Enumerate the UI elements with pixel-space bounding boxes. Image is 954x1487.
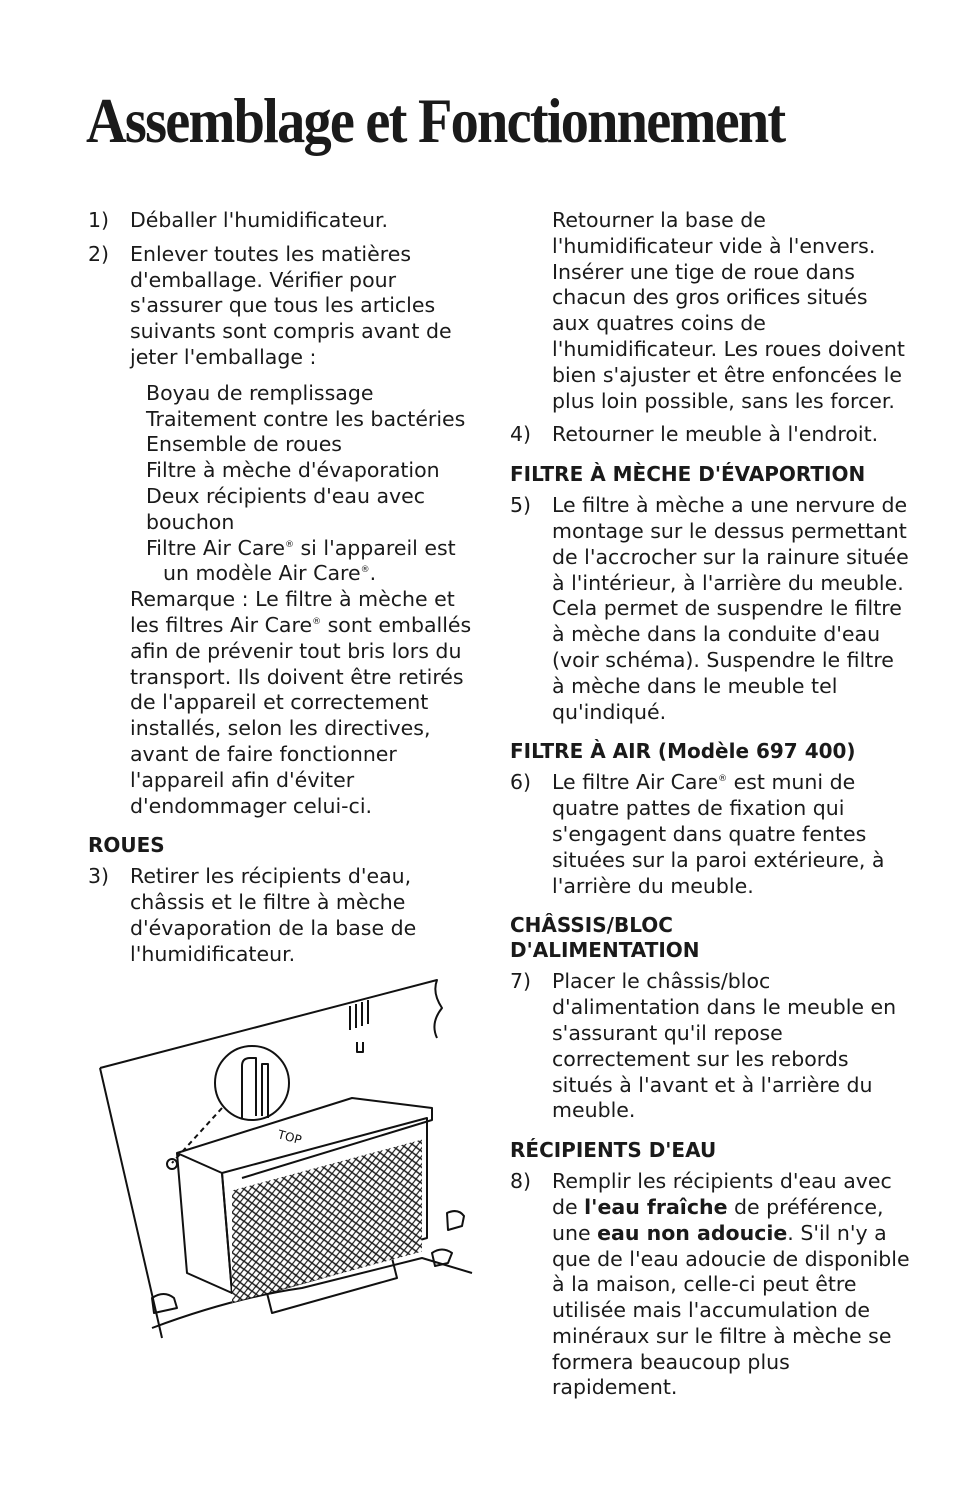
step-1 [88, 208, 480, 234]
text: si l'appareil est [293, 535, 456, 560]
text: Filtre Air Care [146, 535, 285, 560]
step-number: 5) [510, 493, 532, 518]
emphasis-unsoftened-water: eau non adoucie [597, 1220, 788, 1245]
step-text [552, 1169, 910, 1401]
wick-filter-illustration [92, 968, 482, 1348]
section-heading-roues: ROUES [88, 833, 165, 858]
callout-hook [242, 1058, 268, 1118]
filter-side [177, 1153, 232, 1293]
right-column [510, 208, 910, 1401]
heading-line: D'ALIMENTATION [510, 938, 700, 963]
section-heading-air-filter: FILTRE À AIR (Modèle 697 400) [510, 739, 856, 764]
step-5 [510, 493, 910, 725]
text: Remplir les récipients d'eau avec de [552, 1169, 892, 1219]
emphasis-fresh-water: l'eau fraîche [584, 1194, 728, 1219]
left-column [88, 208, 480, 968]
step-7 [510, 969, 910, 1124]
cabinet-back-wall [100, 980, 442, 1068]
step-3 [88, 864, 480, 967]
package-contents-list [146, 381, 480, 587]
step-4 [510, 422, 910, 448]
list-item: Filtre à mèche d'évaporation [146, 458, 440, 483]
step-text: Déballer l'humidificateur. [130, 208, 389, 232]
step-number: 3) [88, 864, 110, 889]
step-text: Placer le châssis/bloc d'alimentation dans le meuble en s'assurant qu'il repose correctement sur les rebords situés à l'avant et à l'arrière du meuble. [552, 969, 897, 1123]
text: un modèle Air Care [163, 561, 361, 586]
text: . S'il n'y a que de l'eau adoucie de disponible à la maison, celle-ci peut être utilisée mais l'accumulation de minéraux sur le filtre à mèche se formera beaucoup plus rapidement. [552, 1220, 910, 1400]
step-number: 2) [88, 241, 110, 266]
text: Le filtre Air Care [552, 770, 719, 795]
text: Remarque : Le filtre à mèche et les filtres Air Care [130, 587, 455, 637]
top-label: TOP [276, 1127, 304, 1148]
section-heading-chassis [510, 913, 910, 963]
step-number: 7) [510, 969, 532, 994]
registered-mark: ® [284, 539, 294, 550]
step-number: 6) [510, 770, 532, 795]
foot-right [447, 1211, 464, 1230]
registered-mark: ® [718, 774, 728, 785]
page-title: Assemblage et Fonctionnement [86, 85, 785, 156]
step-number: 1) [88, 208, 110, 232]
step-2 [88, 242, 480, 371]
text: de préférence, une [552, 1194, 884, 1245]
registered-mark: ® [312, 617, 322, 628]
list-item: Traitement contre les bactéries [146, 406, 466, 431]
heading-line: CHÂSSIS/BLOC [510, 913, 673, 938]
list-item: Ensemble de roues [146, 432, 342, 457]
step-text: Le filtre à mèche a une nervure de montage sur le dessus permettant de l'accrocher sur la rainure située à l'intérieur, à l'arrière du meuble. Cela permet de suspendre le filtre à mèche dans la conduite d'eau (voir schéma). Suspendre le filtre à mèche dans le meuble tel qu'indiqué. [552, 493, 909, 724]
step-6 [510, 770, 910, 899]
text: sont emballés afin de prévenir tout bris lors du transport. Ils doivent être retirés de l'appareil et correctement installés, selon les directives, avant de faire fonctionner l'appareil afin d'éviter d'endommager celui-ci. [130, 612, 472, 818]
list-item-aircare-cont [146, 561, 480, 587]
step-number: 8) [510, 1169, 532, 1194]
step-text: Enlever toutes les matières d'emballage. Vérifier pour s'assurer que tous les articles suivants sont compris avant de jeter l'emballage : [130, 241, 452, 369]
note [130, 587, 480, 819]
list-item: Boyau de remplissage [146, 380, 374, 405]
callout-leader [172, 1108, 222, 1163]
list-item-aircare [146, 536, 480, 562]
step-3-continued: Retourner la base de l'humidificateur vide à l'envers. Insérer une tige de roue dans chacun des gros orifices situés aux quatres coins de l'humidificateur. Les roues doivent bien s'ajuster et être enfoncées le plus loin possible, sans les forcer. [552, 208, 905, 413]
step-text [552, 770, 910, 899]
vent-slots [350, 1000, 368, 1052]
section-heading-wick-filter: FILTRE À MÈCHE D'ÉVAPORTION [510, 462, 866, 487]
section-heading-water-tanks: RÉCIPIENTS D'EAU [510, 1138, 717, 1163]
text: est muni de quatre pattes de fixation qui s'engagent dans quatre fentes situées sur la paroi extérieure, à l'arrière du meuble. [552, 770, 885, 898]
step-text: Retirer les récipients d'eau, châssis et le filtre à mèche d'évaporation de la base de l'humidificateur. [130, 864, 417, 966]
list-item: bouchon [146, 509, 235, 534]
registered-mark: ® [360, 565, 370, 576]
list-item: Deux récipients d'eau avec [146, 483, 426, 508]
step-8 [510, 1169, 910, 1401]
text: . [369, 561, 377, 586]
step-number: 4) [510, 422, 532, 447]
step-text: Retourner le meuble à l'endroit. [552, 422, 879, 447]
foot-center [432, 1250, 452, 1267]
hook-point [167, 1159, 177, 1169]
